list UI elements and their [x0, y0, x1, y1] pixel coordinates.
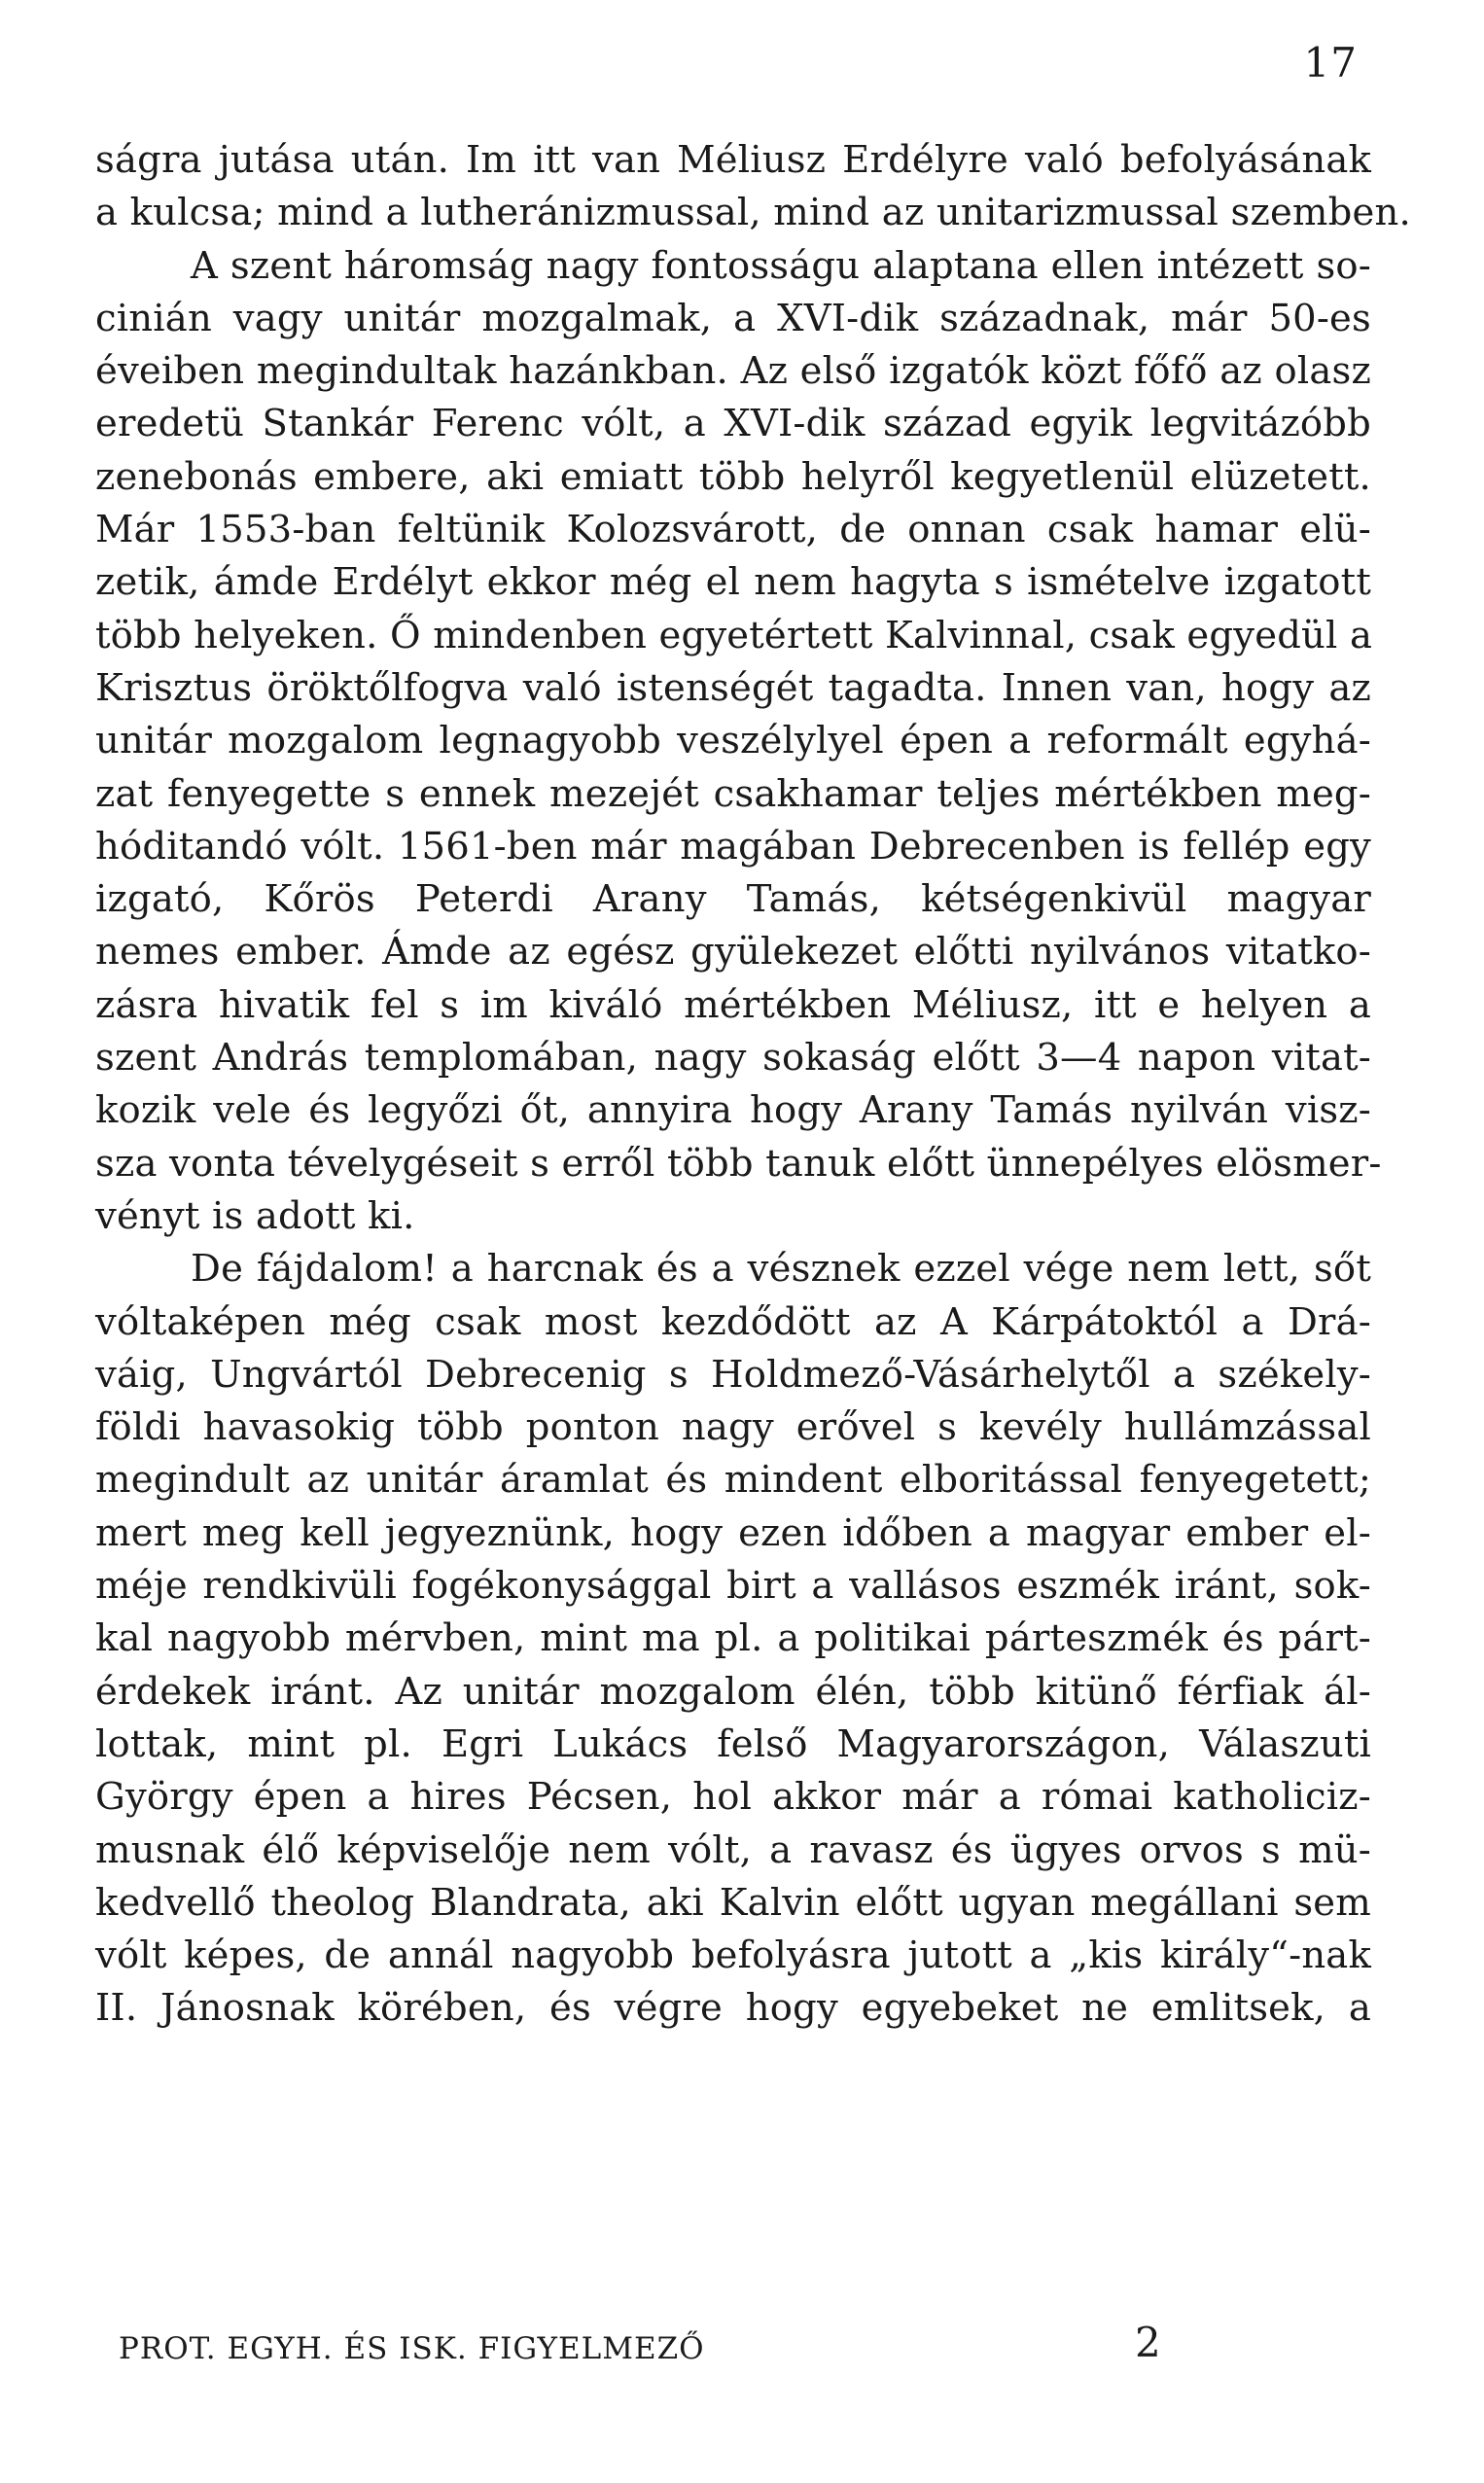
text-line: megindult az unitár áramlat és mindent elboritással fenyegetett; [95, 1458, 1371, 1503]
text-line: mert meg kell jegyeznünk, hogy ezen időben a magyar ember el- [95, 1510, 1371, 1555]
text-line: vólt képes, de annál nagyobb befolyásra jutott a „kis király“-nak [95, 1933, 1371, 1978]
text-line: hóditandó vólt. 1561-ben már magában Debrecenben is fellép egy [95, 824, 1371, 869]
text-line: II. Jánosnak körében, és végre hogy egyebeket ne emlitsek, a [95, 1986, 1371, 2031]
text-line: Krisztus öröktőlfogva való istenségét tagadta. Innen van, hogy az [95, 665, 1371, 710]
text-line: Már 1553-ban feltünik Kolozsvárott, de onnan csak hamar elü- [95, 508, 1371, 552]
text-line: szent András templomában, nagy sokaság előtt 3—4 napon vitat- [95, 1036, 1371, 1081]
text-line: musnak élő képviselője nem vólt, a ravasz és ügyes orvos s mü- [95, 1827, 1371, 1872]
text-line: zásra hivatik fel s im kiváló mértékben Méliusz, itt e helyen a [95, 982, 1371, 1027]
text-line: zat fenyegette s ennek mezejét csakhamar teljes mértékben meg- [95, 771, 1371, 816]
text-line: méje rendkivüli fogékonysággal birt a vallásos eszmék iránt, sok- [95, 1564, 1371, 1609]
text-line: zenebonás embere, aki emiatt több helyről kegyetlenül elüzetett. [95, 454, 1371, 499]
text-line: ságra jutása után. Im itt van Méliusz Erdélyre való befolyásának [95, 138, 1371, 182]
text-line: sza vonta tévelygéseit s erről több tanuk előtt ünnepélyes elösmer- [95, 1141, 1382, 1186]
footer-signature-mark: 2 [1135, 2319, 1162, 2366]
text-line: kal nagyobb mérvben, mint ma pl. a politikai párteszmék és párt- [95, 1616, 1371, 1661]
text-line: zetik, ámde Erdélyt ekkor még el nem hagyta s ismételve izgatott [95, 560, 1371, 605]
text-line-spaced-name: izgató, Kőrös Peterdi Arany Tamás, kétségenkivül magyar [95, 877, 1371, 922]
text-line: érdekek iránt. Az unitár mozgalom élén, több kitünő férfiak ál- [95, 1669, 1371, 1714]
text-line: nemes ember. Ámde az egész gyülekezet előtti nyilvános vitatko- [95, 930, 1371, 975]
text-line: György épen a hires Pécsen, hol akkor már a római katholiciz- [95, 1775, 1371, 1820]
text-line: éveiben megindultak hazánkban. Az első izgatók közt főfő az olasz [95, 349, 1371, 394]
text-line: A szent háromság nagy fontosságu alaptana ellen intézett so- [191, 243, 1371, 288]
page-number: 17 [1303, 39, 1358, 87]
text-line: váig, Ungvártól Debrecenig s Holdmező-Vásárhelytől a székely- [95, 1352, 1371, 1397]
footer-journal-title: PROT. EGYH. ÉS ISK. FIGYELMEZŐ [119, 2331, 705, 2366]
text-line: eredetü Stankár Ferenc vólt, a XVI-dik század egyik legvitázóbb [95, 402, 1371, 446]
text-line: a kulcsa; mind a lutheránizmussal, mind az unitarizmussal szemben. [95, 191, 1411, 235]
body-text [95, 134, 1411, 2036]
text-line: vényt is adott ki. [95, 1193, 415, 1238]
text-line: cinián vagy unitár mozgalmak, a XVI-dik századnak, már 50-es [95, 296, 1371, 340]
text-line: unitár mozgalom legnagyobb veszélylyel épen a reformált egyhá- [95, 719, 1371, 763]
page-footer [119, 2320, 1188, 2378]
text-line: kedvellő theolog Blandrata, aki Kalvin előtt ugyan megállani sem [95, 1880, 1371, 1925]
text-line: De fájdalom! a harcnak és a vésznek ezzel vége nem lett, sőt [191, 1247, 1371, 1292]
text-line: lottak, mint pl. Egri Lukács felső Magyarországon, Válaszuti [95, 1721, 1371, 1766]
text-line: több helyeken. Ő mindenben egyetértett Kalvinnal, csak egyedül a [95, 613, 1373, 657]
text-line: vóltaképen még csak most kezdődött az A Kárpátoktól a Drá- [95, 1299, 1371, 1344]
text-line: kozik vele és legyőzi őt, annyira hogy Arany Tamás nyilván visz- [95, 1088, 1371, 1133]
text-line: földi havasokig több ponton nagy erővel s kevély hullámzással [95, 1405, 1371, 1450]
